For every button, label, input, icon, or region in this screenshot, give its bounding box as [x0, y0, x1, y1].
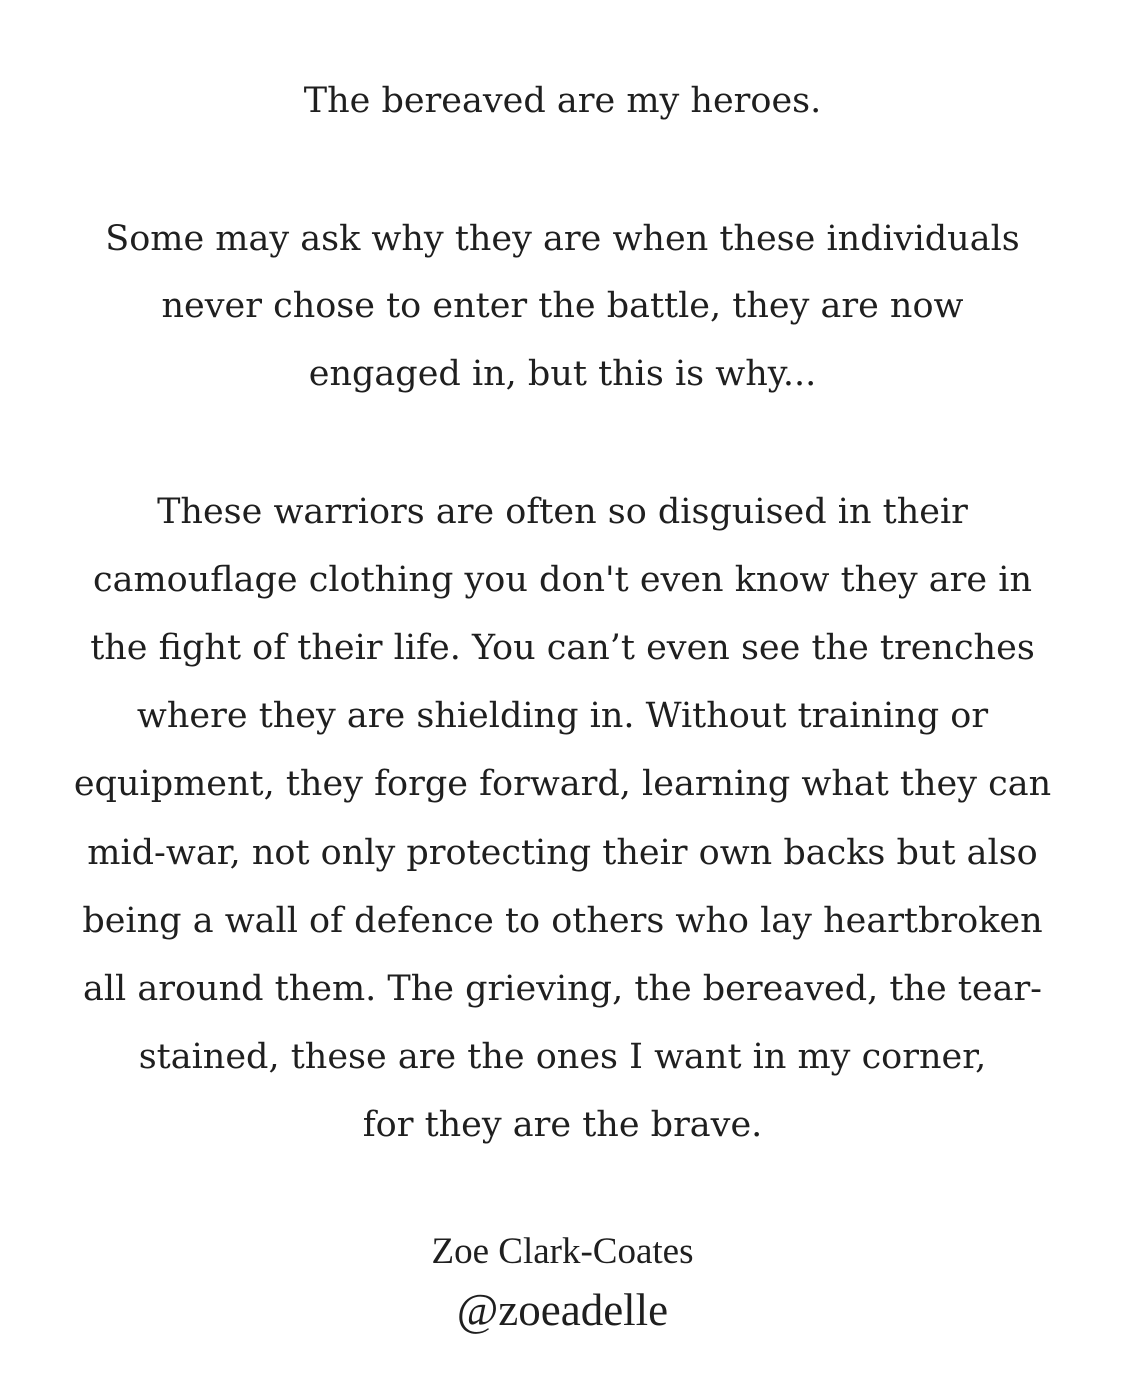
paragraph-2-line-7: being a wall of defence to others who lay heartbroken: [82, 901, 1043, 941]
paragraph-2-line-9: stained, these are the ones I want in my corner,: [138, 1037, 987, 1077]
author-handle: @zoeadelle: [456, 1285, 669, 1335]
paragraph-2-line-6: mid-war, not only protecting their own backs but also: [87, 833, 1038, 873]
paragraph-1-line-2: never chose to enter the battle, they are now: [161, 286, 964, 326]
paragraph-2-line-10: for they are the brave.: [362, 1105, 763, 1145]
paragraph-2-line-3: the fight of their life. You can’t even see the trenches: [90, 628, 1035, 668]
paragraph-2-line-1: These warriors are often so disguised in their: [157, 492, 968, 532]
paragraph-1-line-1: Some may ask why they are when these individuals: [105, 219, 1020, 259]
paragraph-2-line-8: all around them. The grieving, the bereaved, the tear-: [82, 969, 1042, 1009]
paragraph-2-line-5: equipment, they forge forward, learning what they can: [73, 764, 1052, 804]
paragraph-1-line-3: engaged in, but this is why...: [308, 354, 817, 394]
quote-title: The bereaved are my heroes.: [303, 81, 822, 121]
paragraph-2-line-4: where they are shielding in. Without training or: [136, 696, 989, 736]
author-name: Zoe Clark-Coates: [431, 1231, 694, 1272]
paragraph-2-line-2: camouflage clothing you don't even know they are in: [93, 560, 1032, 600]
